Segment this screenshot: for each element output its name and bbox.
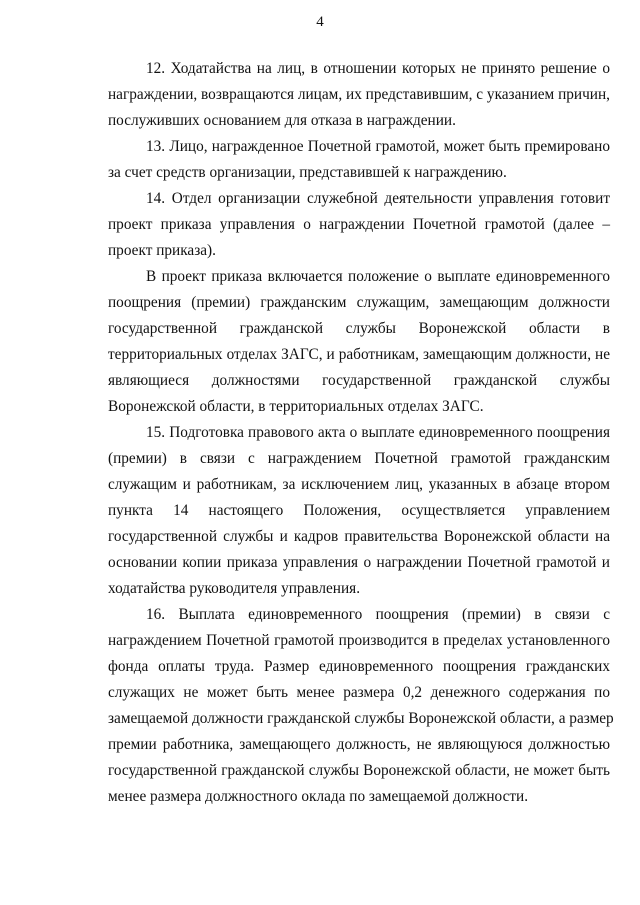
text-line: Воронежской области, в территориальных отделах ЗАГС.	[108, 398, 484, 415]
text-line: государственной гражданской службы Воронежской области в	[108, 320, 610, 337]
text-line: за счет средств организации, представившей к награждению.	[108, 164, 507, 181]
text-line: ходатайства руководителя управления.	[108, 580, 361, 597]
text-line: фонда оплаты труда. Размер единовременного поощрения гражданских	[108, 658, 610, 675]
text-line: служащим и работникам, за исключением лиц, указанных в абзаце втором	[108, 476, 610, 493]
page-number: 4	[316, 14, 324, 30]
text-line: пункта 14 настоящего Положения, осуществляется управлением	[108, 502, 610, 519]
paragraph-12	[108, 56, 610, 134]
text-line: (премии) в связи с награждением Почетной грамотой гражданским	[108, 450, 610, 467]
text-line: проект приказа управления о награждении Почетной грамотой (далее –	[108, 216, 610, 233]
text-line: являющиеся должностями государственной гражданской службы	[108, 372, 610, 389]
text-line: 13. Лицо, награжденное Почетной грамотой, может быть премировано	[146, 138, 610, 155]
text-line: государственной гражданской службы Воронежской области, не может быть	[108, 762, 610, 779]
text-line: награждением Почетной грамотой производится в пределах установленного	[108, 632, 610, 649]
paragraph-15	[108, 420, 610, 602]
text-line: 16. Выплата единовременного поощрения (премии) в связи с	[146, 606, 610, 623]
text-line: служащих не может быть менее размера 0,2 денежного содержания по	[108, 684, 610, 701]
text-line: послуживших основанием для отказа в награждении.	[108, 112, 456, 129]
paragraph-14	[108, 186, 610, 264]
text-line: В проект приказа включается положение о выплате единовременного	[146, 268, 610, 285]
paragraph-13	[108, 134, 610, 186]
text-line: основании копии приказа управления о награждении Почетной грамотой и	[108, 554, 610, 571]
document-body	[108, 56, 614, 810]
text-line: премии работника, замещающего должность, не являющуюся должностью	[108, 736, 610, 753]
text-line: награждении, возвращаются лицам, их представившим, с указанием причин,	[108, 86, 610, 103]
text-line: 12. Ходатайства на лиц, в отношении которых не принято решение о	[146, 60, 610, 77]
text-line: менее размера должностного оклада по замещаемой должности.	[108, 788, 529, 805]
text-line: государственной службы и кадров правительства Воронежской области на	[108, 528, 610, 545]
paragraph-14-part-2	[108, 264, 610, 420]
text-line: проект приказа).	[108, 242, 216, 259]
text-line: 14. Отдел организации служебной деятельности управления готовит	[146, 190, 610, 207]
text-line: замещаемой должности гражданской службы Воронежской области, а размер	[108, 710, 614, 727]
text-line: 15. Подготовка правового акта о выплате единовременного поощрения	[146, 424, 610, 441]
text-line: территориальных отделах ЗАГС, и работникам, замещающим должности, не	[108, 346, 610, 363]
paragraph-16	[108, 602, 614, 810]
text-line: поощрения (премии) гражданским служащим, замещающим должности	[108, 294, 610, 311]
